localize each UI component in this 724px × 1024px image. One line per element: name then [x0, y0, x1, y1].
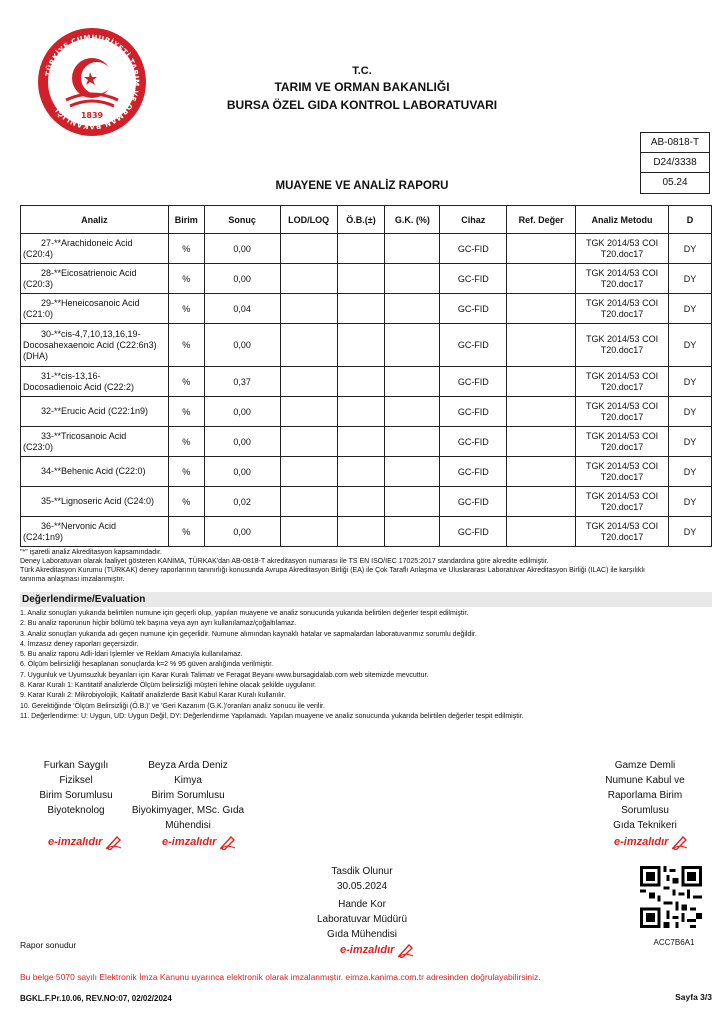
evaluation-item: 7. Uygunluk ve Uyumsuzluk beyanları için Karar Kuralı Talimatı ve Feragat Beyanı www.bursagidalab.com web sitemizde mevcuttur.	[20, 671, 429, 679]
qr-code-icon	[640, 866, 702, 928]
cell-ref	[507, 324, 576, 367]
cell-analiz: 28-**Eicosatrienoic Acid (C20:3)	[21, 264, 169, 294]
cell-ref	[507, 517, 576, 547]
evaluation-item: 5. Bu analiz raporu Adli-İdari İşlemler ve Reklam Amacıyla kullanılamaz.	[20, 651, 243, 659]
cell-analiz: 29-**Heneicosanoic Acid (C21:0)	[21, 294, 169, 324]
cell-lod	[280, 324, 337, 367]
cell-ob	[337, 397, 385, 427]
cell-gk	[385, 397, 440, 427]
cell-d: DY	[668, 234, 711, 264]
cell-cihaz: GC-FID	[440, 324, 507, 367]
signature-sample-reception: Gamze Demli Numune Kabul ve Raporlama Birim Sorumlusu Gıda Teknikeri	[605, 760, 685, 831]
cell-d: DY	[668, 517, 711, 547]
cell-ob	[337, 367, 385, 397]
cell-metod: TGK 2014/53 COI T20.doc17	[576, 517, 669, 547]
cell-d: DY	[668, 427, 711, 457]
evaluation-item: 10. Gerektiğinde 'Ölçüm Belirsizliği (Ö.B.)' ve 'Geri Kazanım (G.K.)'oranları analiz sonucu ile verilir.	[20, 702, 325, 710]
form-revision-code: BGKL.F.Pr.10.06, REV.NO:07, 02/02/2024	[20, 994, 172, 1003]
cell-sonuc: 0,00	[204, 457, 280, 487]
report-end-text: Rapor sonudur	[20, 940, 77, 950]
cell-d: DY	[668, 324, 711, 367]
cell-birim: %	[168, 397, 204, 427]
evaluation-heading: Değerlendirme/Evaluation	[20, 592, 712, 607]
cell-sonuc: 0,00	[204, 264, 280, 294]
cell-ob	[337, 487, 385, 517]
ministry-seal-logo	[36, 26, 148, 138]
cell-ref	[507, 294, 576, 324]
signature-physical-unit: Furkan Saygılı Fiziksel Birim Sorumlusu Biyoteknolog	[39, 760, 113, 816]
table-row	[21, 264, 712, 294]
col-header-d: D	[668, 206, 711, 234]
col-header-birim: Birim	[168, 206, 204, 234]
cell-lod	[280, 234, 337, 264]
table-row	[21, 487, 712, 517]
svg-text:TÜRKİYE CUMHURİYETİ TARIM VE O: TÜRKİYE CUMHURİYETİ TARIM VE ORMAN BAKANLIĞI	[43, 32, 142, 132]
cell-birim: %	[168, 294, 204, 324]
table-row	[21, 427, 712, 457]
cell-analiz: 36-**Nervonic Acid (C24:1n9)	[21, 517, 169, 547]
cell-ref	[507, 264, 576, 294]
cell-cihaz: GC-FID	[440, 234, 507, 264]
cell-ob	[337, 294, 385, 324]
pen-icon	[397, 942, 415, 958]
col-header-gk: G.K. (%)	[385, 206, 440, 234]
evaluation-item: 2. Bu analiz raporunun hiçbir bölümü tek başına veya ayrı ayrı kullanılamaz/çoğaltılamaz.	[20, 620, 297, 628]
cell-gk	[385, 427, 440, 457]
table-row	[21, 517, 712, 547]
cell-metod: TGK 2014/53 COI T20.doc17	[576, 367, 669, 397]
table-row	[21, 294, 712, 324]
e-signature-mark: e-imzalıdır	[340, 942, 415, 958]
evaluation-list	[20, 609, 712, 722]
cell-birim: %	[168, 517, 204, 547]
cell-sonuc: 0,04	[204, 294, 280, 324]
cell-metod: TGK 2014/53 COI T20.doc17	[576, 457, 669, 487]
cell-metod: TGK 2014/53 COI T20.doc17	[576, 294, 669, 324]
page-number: Sayfa 3/3	[675, 992, 712, 1002]
header-ministry: TARIM VE ORMAN BAKANLIĞI	[274, 80, 450, 94]
table-row	[21, 234, 712, 264]
report-number: D24/3338	[641, 153, 709, 173]
cell-metod: TGK 2014/53 COI T20.doc17	[576, 397, 669, 427]
cell-birim: %	[168, 324, 204, 367]
table-row	[21, 397, 712, 427]
col-header-ob: Ö.B.(±)	[337, 206, 385, 234]
cell-birim: %	[168, 427, 204, 457]
cell-analiz: 35-**Lignoseric Acid (C24:0)	[21, 487, 169, 517]
evaluation-item: 9. Karar Kuralı 2: Mikrobiyolojik, Kalitatif analizlerde Basit Kabul Karar Kuralı kullanılır.	[20, 692, 286, 700]
cell-gk	[385, 517, 440, 547]
cell-ob	[337, 234, 385, 264]
note-line: "*" işaretli analiz Akreditasyon kapsamındadır.	[20, 549, 162, 556]
cell-sonuc: 0,37	[204, 367, 280, 397]
cell-sonuc: 0,00	[204, 324, 280, 367]
evaluation-item: 1. Analiz sonuçları yukarıda belirtilen numune için geçerli olup, yapılan muayene ve analiz sonucunda yukarıda belirtilen değerler tespit edilmiştir.	[20, 610, 469, 617]
cell-ob	[337, 324, 385, 367]
signature-approval: Tasdik Olunur 30.05.2024 Hande Kor Laboratuvar Müdürü Gıda Mühendisi	[316, 866, 408, 940]
cell-analiz: 34-**Behenic Acid (C22:0)	[21, 457, 169, 487]
cell-sonuc: 0,00	[204, 234, 280, 264]
cell-analiz: 33-**Tricosanoic Acid (C23:0)	[21, 427, 169, 457]
cell-cihaz: GC-FID	[440, 264, 507, 294]
col-header-analiz: Analiz	[21, 206, 169, 234]
table-header-row	[21, 206, 712, 234]
results-table	[20, 205, 712, 547]
cell-metod: TGK 2014/53 COI T20.doc17	[576, 427, 669, 457]
cell-analiz: 27-**Arachidoneic Acid (C20:4)	[21, 234, 169, 264]
cell-cihaz: GC-FID	[440, 367, 507, 397]
cell-ref	[507, 457, 576, 487]
cell-ref	[507, 234, 576, 264]
header-line-tc: T.C.	[352, 65, 372, 77]
cell-lod	[280, 517, 337, 547]
evaluation-item: 11. Değerlendirme: U: Uygun, UD: Uygun Değil, DY: Değerlendirme Yapılamadı. Yapılan muayene ve analiz sonucunda yukarıda belirtilen değerler tespit edilmiştir.	[20, 712, 524, 720]
header-laboratory: BURSA ÖZEL GIDA KONTROL LABORATUVARI	[226, 98, 498, 112]
cell-sonuc: 0,00	[204, 517, 280, 547]
cell-gk	[385, 234, 440, 264]
e-signature-mark: e-imzalıdır	[48, 834, 123, 850]
document-header	[200, 64, 524, 114]
col-header-metod: Analiz Metodu	[576, 206, 669, 234]
cell-metod: TGK 2014/53 COI T20.doc17	[576, 234, 669, 264]
cell-ref	[507, 397, 576, 427]
cell-sonuc: 0,00	[204, 397, 280, 427]
table-row	[21, 457, 712, 487]
cell-d: DY	[668, 397, 711, 427]
cell-analiz: 30-**cis-4,7,10,13,16,19- Docosahexaenoic Acid (C22:6n3) (DHA)	[21, 324, 169, 367]
cell-lod	[280, 294, 337, 324]
col-header-cihaz: Cihaz	[440, 206, 507, 234]
qr-verification-code: ACC7B6A1	[653, 938, 695, 947]
e-signature-mark: e-imzalıdır	[162, 834, 237, 850]
cell-sonuc: 0,02	[204, 487, 280, 517]
cell-gk	[385, 457, 440, 487]
cell-gk	[385, 264, 440, 294]
cell-ob	[337, 427, 385, 457]
cell-cihaz: GC-FID	[440, 517, 507, 547]
pen-icon	[671, 834, 689, 850]
cell-ob	[337, 517, 385, 547]
cell-cihaz: GC-FID	[440, 487, 507, 517]
e-signature-mark: e-imzalıdır	[614, 834, 689, 850]
pen-icon	[219, 834, 237, 850]
col-header-ref: Ref. Değer	[507, 206, 576, 234]
cell-analiz: 32-**Erucic Acid (C22:1n9)	[21, 397, 169, 427]
cell-ref	[507, 427, 576, 457]
cell-sonuc: 0,00	[204, 427, 280, 457]
cell-lod	[280, 264, 337, 294]
cell-d: DY	[668, 294, 711, 324]
cell-metod: TGK 2014/53 COI T20.doc17	[576, 487, 669, 517]
cell-birim: %	[168, 487, 204, 517]
cell-birim: %	[168, 234, 204, 264]
cell-cihaz: GC-FID	[440, 397, 507, 427]
report-title: MUAYENE VE ANALİZ RAPORU	[275, 180, 449, 192]
accreditation-notes	[20, 548, 712, 584]
cell-lod	[280, 427, 337, 457]
cell-cihaz: GC-FID	[440, 457, 507, 487]
evaluation-item: 4. İmzasız deney raporları geçersizdir.	[20, 640, 139, 648]
svg-text:1839: 1839	[80, 111, 104, 120]
cell-analiz: 31-**cis-13,16- Docosadienoic Acid (C22:2)	[21, 367, 169, 397]
col-header-sonuc: Sonuç	[204, 206, 280, 234]
cell-cihaz: GC-FID	[440, 427, 507, 457]
evaluation-item: 6. Ölçüm belirsizliği hesaplanan sonuçlarda k=2 % 95 güven aralığında verilmiştir.	[20, 661, 274, 669]
note-line: Deney Laboratuvarı olarak faaliyet gösteren KANİMA, TÜRKAK'dan AB-0818-T akreditasyon numarası ile TS EN ISO/IEC 17025:2017 standardına göre akredite edilmiştir.	[20, 558, 549, 565]
cell-ob	[337, 457, 385, 487]
report-date-code: 05.24	[662, 177, 688, 188]
cell-d: DY	[668, 367, 711, 397]
cell-d: DY	[668, 457, 711, 487]
pen-icon	[105, 834, 123, 850]
cell-ref	[507, 367, 576, 397]
evaluation-item: 3. Analiz sonuçları yukarıda adı geçen numune için geçerlidir. Numune alımından kaynaklı hatalar ve sapmalardan laboratuvarımız sorumlu değildir.	[20, 630, 477, 638]
cell-lod	[280, 367, 337, 397]
cell-lod	[280, 487, 337, 517]
cell-birim: %	[168, 264, 204, 294]
cell-birim: %	[168, 457, 204, 487]
cell-metod: TGK 2014/53 COI T20.doc17	[576, 324, 669, 367]
cell-gk	[385, 487, 440, 517]
note-line: tanınma anlaşması imzalanmıştır.	[20, 576, 125, 583]
e-signature-legal-notice: Bu belge 5070 sayılı Elektronik İmza Kanunu uyarınca elektronik olarak imzalanmıştır. eimza.kanima.com.tr adresinden doğrulayabilirsiniz.	[20, 972, 541, 982]
cell-lod	[280, 457, 337, 487]
note-line: Türk Akreditasyon Kurumu (TÜRKAK) deney raporlarının tanınırlığı konusunda Avrupa Akreditasyon Birliği (EA) ile Çok Taraflı Anlaşma ve Uluslararası Laboratuvar Akreditasyon Birliği (ILAC) ile karşılıklı	[20, 567, 645, 574]
cell-cihaz: GC-FID	[440, 294, 507, 324]
cell-lod	[280, 397, 337, 427]
cell-metod: TGK 2014/53 COI T20.doc17	[576, 264, 669, 294]
col-header-lod: LOD/LOQ	[280, 206, 337, 234]
table-row	[21, 324, 712, 367]
signature-chemistry-unit: Beyza Arda Deniz Kimya Birim Sorumlusu Biyokimyager, MSc. Gıda Mühendisi	[131, 760, 245, 831]
table-row	[21, 367, 712, 397]
cell-birim: %	[168, 367, 204, 397]
cell-ref	[507, 487, 576, 517]
evaluation-item: 8. Karar Kuralı 1: Kantitatif analizlerde Ölçüm belirsizliği müşteri lehine olacak şekilde uygulanır.	[20, 682, 317, 690]
cell-d: DY	[668, 264, 711, 294]
cell-gk	[385, 324, 440, 367]
cell-ob	[337, 264, 385, 294]
accreditation-number: AB-0818-T	[641, 133, 709, 153]
cell-gk	[385, 367, 440, 397]
cell-d: DY	[668, 487, 711, 517]
cell-gk	[385, 294, 440, 324]
